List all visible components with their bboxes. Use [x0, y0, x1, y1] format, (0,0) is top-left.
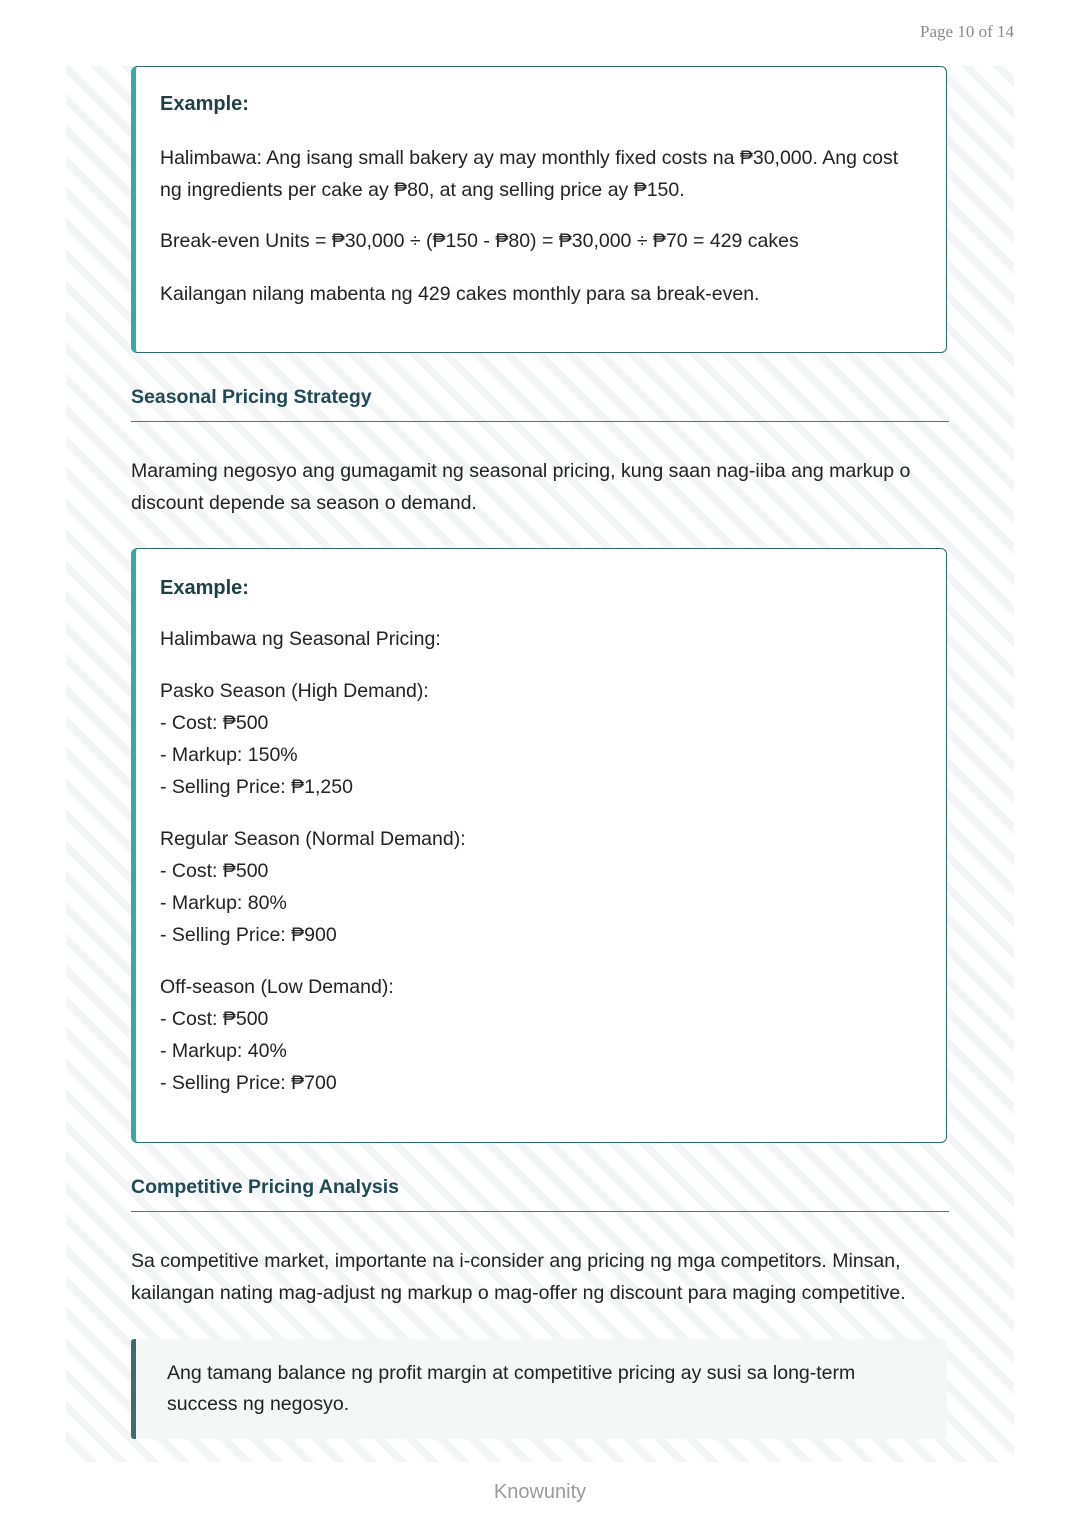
example-intro: Halimbawa ng Seasonal Pricing:: [160, 628, 441, 650]
seasonal-paragraph: [131, 455, 949, 519]
callout-quote: [131, 1339, 947, 1439]
season-price: - Selling Price: ₱700: [160, 1072, 337, 1094]
example-conclusion: Kailangan nilang mabenta ng 429 cakes monthly para sa break-even.: [160, 283, 760, 305]
season-markup: - Markup: 80%: [160, 892, 287, 914]
section-heading-seasonal: Seasonal Pricing Strategy: [131, 386, 949, 422]
season-markup: - Markup: 150%: [160, 744, 298, 766]
example-title: Example:: [160, 577, 249, 599]
season-label: Off-season (Low Demand):: [160, 976, 394, 998]
season-label: Regular Season (Normal Demand):: [160, 828, 466, 850]
season-price: - Selling Price: ₱1,250: [160, 776, 353, 798]
footer-brand: Knowunity: [493, 1481, 587, 1503]
season-markup: - Markup: 40%: [160, 1040, 287, 1062]
quote-line: Ang tamang balance ng profit margin at competitive pricing ay susi sa long-term: [167, 1362, 856, 1384]
example-text-line: Halimbawa: Ang isang small bakery ay may monthly fixed costs na ₱30,000. Ang cost: [160, 147, 899, 169]
example-box-seasonal: [131, 548, 947, 1143]
season-group-regular: [160, 823, 920, 951]
season-price: - Selling Price: ₱900: [160, 924, 337, 946]
paragraph-line: discount depende sa season o demand.: [131, 492, 477, 514]
page-number: Page 10 of 14: [920, 22, 1014, 41]
example-title: Example:: [160, 93, 249, 115]
paragraph-line: kailangan nating mag-adjust ng markup o mag-offer ng discount para maging competitive.: [131, 1282, 906, 1304]
quote-line: success ng negosyo.: [167, 1393, 350, 1415]
paragraph-line: Sa competitive market, importante na i-consider ang pricing ng mga competitors. Minsan,: [131, 1250, 901, 1272]
season-label: Pasko Season (High Demand):: [160, 680, 429, 702]
season-cost: - Cost: ₱500: [160, 712, 269, 734]
season-group-off-season: [160, 971, 920, 1099]
season-group-pasko: [160, 675, 920, 803]
example-text-line: ng ingredients per cake ay ₱80, at ang selling price ay ₱150.: [160, 179, 685, 201]
competitive-paragraph: [131, 1245, 949, 1309]
break-even-formula: Break-even Units = ₱30,000 ÷ (₱150 - ₱80) = ₱30,000 ÷ ₱70 = 429 cakes: [160, 230, 799, 252]
paragraph-line: Maraming negosyo ang gumagamit ng seasonal pricing, kung saan nag-iiba ang markup o: [131, 460, 911, 482]
season-cost: - Cost: ₱500: [160, 860, 269, 882]
example-box-break-even: [131, 66, 947, 353]
season-cost: - Cost: ₱500: [160, 1008, 269, 1030]
section-heading-competitive: Competitive Pricing Analysis: [131, 1176, 949, 1212]
